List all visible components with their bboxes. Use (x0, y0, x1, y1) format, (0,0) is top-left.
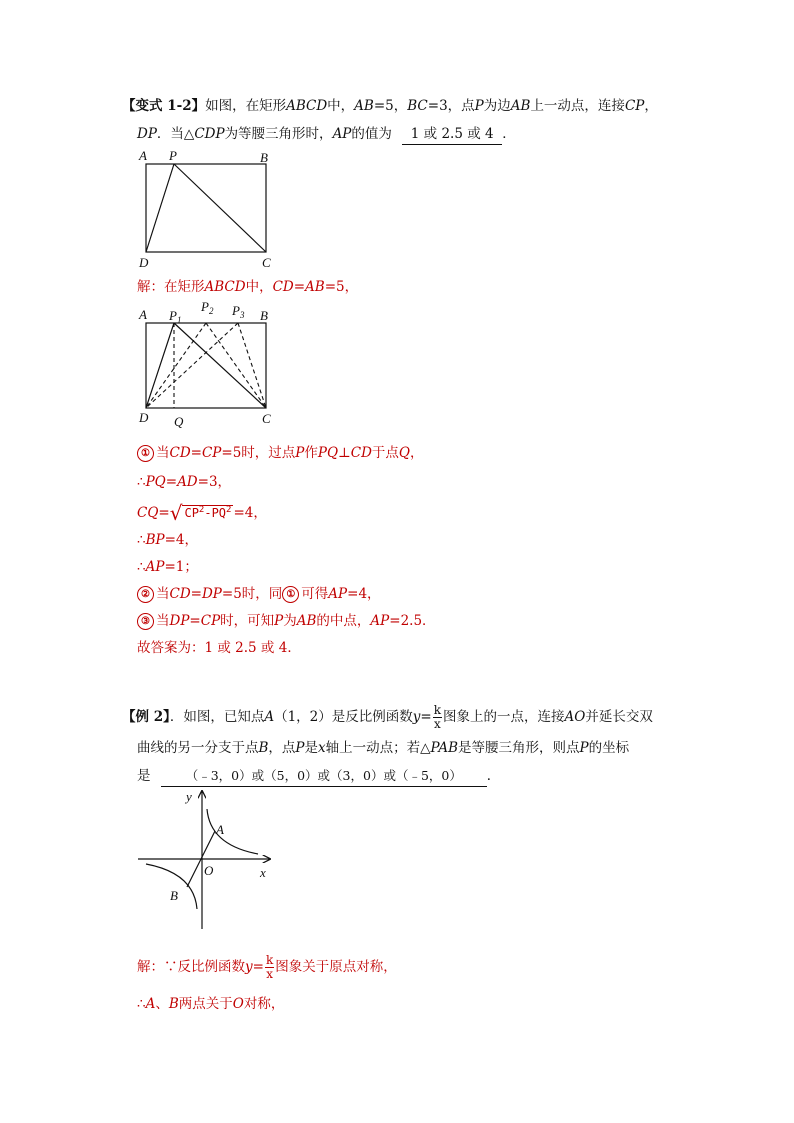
label-a-2: A (139, 307, 147, 322)
label-x-axis: x (260, 865, 266, 880)
label-q: Q (174, 414, 184, 429)
solution2-line-2: ∴A、B两点关于O对称， (137, 996, 285, 1012)
fraction-k-over-x: $\frac{k}{x}$ (433, 703, 442, 731)
label-c: C (262, 255, 271, 270)
segment-p2d (146, 323, 206, 408)
variant-question-line-2: DP．当△CDP为等腰三角形时，AP的值为 1 或 2.5 或 4 ． (137, 124, 516, 145)
variant-tag: 【变式 1-2】 (122, 98, 206, 114)
label-point-a: A (216, 822, 224, 837)
label-point-b: B (170, 888, 178, 903)
example2-answer-blank: （﹣3，0）或（5，0）或（3，0）或（﹣5，0） (161, 766, 487, 787)
label-origin: O (204, 863, 214, 878)
variant-question-line-1: 【变式 1-2】如图，在矩形ABCD中，AB=5，BC=3，点P为边AB上一动点，连接CP， (122, 98, 658, 114)
example2-question-line-3: 是 （﹣3，0）或（5，0）或（3，0）或（﹣5，0） ． (137, 766, 500, 787)
segment-p2c (206, 323, 266, 408)
label-p1: $P_1$ (169, 308, 182, 325)
label-p: P (169, 148, 177, 163)
solution-step-4: ∴BP=4， (137, 532, 199, 548)
example2-question-line-2: 曲线的另一分支于点B，点P是x轴上一动点；若△PAB是等腰三角形，则点P的坐标 (137, 740, 630, 756)
fraction-k-over-x-2: $\frac{k}{x}$ (265, 953, 274, 981)
example2-tag: 【例 2】 (122, 709, 170, 725)
figure-rectangle-2 (136, 298, 286, 432)
label-y-axis: y (186, 789, 192, 804)
label-b-2: B (260, 308, 268, 323)
label-p2: $P_2$ (201, 299, 214, 316)
solution-step-7: ③ 当DP=CP时，可知P为AB的中点，AP=2.5． (137, 611, 436, 631)
label-c-2: C (262, 411, 271, 426)
segment-pc (174, 164, 266, 252)
solution-step-2: ∴PQ=AD=3， (137, 474, 232, 490)
label-d: D (139, 255, 149, 270)
figure-hyperbola (136, 787, 276, 932)
solution2-line-1: 解：∵反比例函数y= $\frac{k}{x}$ 图象关于原点对称， (137, 953, 397, 981)
label-p3: $P_3$ (232, 303, 245, 320)
radicand: $CP^2-PQ^2$ (184, 505, 232, 520)
figure-rectangle-1 (136, 146, 286, 272)
label-b: B (260, 150, 268, 165)
solution-step-1: ① 当CD=CP=5时，过点P作PQ⊥CD于点Q， (137, 443, 423, 463)
sqrt-symbol: √ (169, 501, 183, 525)
label-a: A (139, 148, 147, 163)
example2-question-line-1: 【例 2】．如图，已知点A（1，2）是反比例函数y= $\frac{k}{x}$ 图象上的一点，连接AO并延长交双 (122, 703, 653, 731)
solution-step-5: ∴AP=1； (137, 559, 198, 575)
label-d-2: D (139, 410, 149, 425)
solution-step-3: CQ=√ $CP^2-PQ^2 =4$， (137, 501, 267, 525)
rect-abcd (146, 164, 266, 252)
solution-final-answer: 故答案为：1 或 2.5 或 4． (137, 640, 301, 656)
segment-pd (146, 164, 174, 252)
rect-abcd-2 (146, 323, 266, 408)
solution-step-6: ② 当CD=DP=5时，同 ① 可得AP=4， (137, 584, 381, 604)
solution-intro: 解：在矩形ABCD中，CD=AB=5， (137, 279, 359, 295)
variant-answer-blank: 1 或 2.5 或 4 (402, 124, 502, 145)
